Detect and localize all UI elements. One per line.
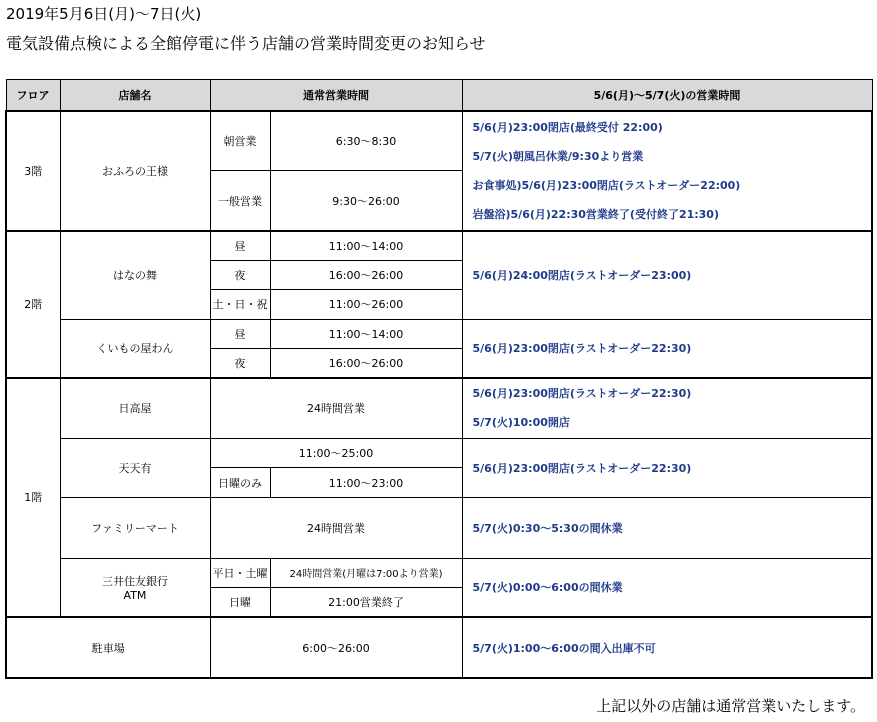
familymart-changed-hours: 5/7(火)0:30〜5:30の間休業: [462, 497, 872, 558]
smbc-name-line2: ATM: [123, 588, 147, 602]
ofuro-change-2: 5/7(火)朝風呂休業/9:30より営業: [472, 149, 644, 163]
table-row: [6, 617, 872, 678]
footer-note: 上記以外の店舗は通常営業いたします。: [596, 697, 865, 715]
ofuro-change-4: 岩盤浴)5/6(月)22:30営業終了(受付終了21:30): [472, 207, 719, 221]
smbc-time-sunday: 21:00営業終了: [270, 588, 462, 617]
store-parking: 駐車場: [6, 617, 210, 678]
tentenyu-changed-hours: 5/6(月)23:00閉店(ラストオーダー22:30): [462, 438, 872, 497]
col-floor-header: フロア: [6, 80, 60, 112]
smbc-name-line1: 三井住友銀行: [102, 574, 168, 588]
col-normal-hours-header: 通常営業時間: [210, 80, 462, 112]
tentenyu-time-main: 11:00〜25:00: [210, 438, 462, 467]
schedule-table: [5, 79, 873, 679]
table-row: [6, 438, 872, 467]
kuimonoyawan-time-lunch: 11:00〜14:00: [270, 319, 462, 348]
store-tentenyu: 天天有: [60, 438, 210, 497]
floor-1f: 1階: [6, 378, 60, 617]
familymart-time: 24時間営業: [210, 497, 462, 558]
ofuro-change-1: 5/6(月)23:00閉店(最終受付 22:00): [472, 120, 663, 134]
hananomai-time-night: 16:00〜26:00: [270, 260, 462, 289]
smbc-label-weekday: 平日・土曜: [210, 558, 270, 587]
kuimonoyawan-time-night: 16:00〜26:00: [270, 349, 462, 378]
smbc-time-weekday: 24時間営業(月曜は7:00より営業): [270, 558, 462, 587]
parking-changed-hours: 5/7(火)1:00〜6:00の間入出庫不可: [462, 617, 872, 678]
kuimonoyawan-label-lunch: 昼: [210, 319, 270, 348]
ofuro-changed-hours: [462, 111, 872, 231]
store-smbc-atm: [60, 558, 210, 617]
hananomai-changed-hours: 5/6(月)24:00閉店(ラストオーダー23:00): [462, 231, 872, 319]
store-hananomai: はなの舞: [60, 231, 210, 319]
hananomai-time-lunch: 11:00〜14:00: [270, 231, 462, 260]
col-store-header: 店舗名: [60, 80, 210, 112]
ofuro-change-3: お食事処)5/6(月)23:00閉店(ラストオーダー22:00): [472, 178, 741, 192]
store-ofuro: おふろの王様: [60, 111, 210, 231]
table-row: [6, 319, 872, 348]
smbc-changed-hours: 5/7(火)0:00〜6:00の間休業: [462, 558, 872, 617]
floor-2f: 2階: [6, 231, 60, 378]
hananomai-time-holiday: 11:00〜26:00: [270, 290, 462, 319]
tentenyu-time-sunday: 11:00〜23:00: [270, 468, 462, 497]
store-familymart: ファミリーマート: [60, 497, 210, 558]
hidakaya-change-2: 5/7(火)10:00開店: [472, 416, 570, 430]
table-row: [6, 497, 872, 558]
notice-date: 2019年5月6日(月)〜7日(火): [6, 5, 202, 23]
smbc-label-sunday: 日曜: [210, 588, 270, 617]
notice-title: 電気設備点検による全館停電に伴う店舗の営業時間変更のお知らせ: [6, 34, 486, 53]
ofuro-label-morning: 朝営業: [210, 111, 270, 171]
table-header-row: [6, 80, 872, 112]
ofuro-time-general: 9:30〜26:00: [270, 171, 462, 231]
ofuro-label-general: 一般営業: [210, 171, 270, 231]
hidakaya-change-1: 5/6(月)23:00閉店(ラストオーダー22:30): [472, 387, 692, 401]
hananomai-label-holiday: 土・日・祝: [210, 290, 270, 319]
store-hidakaya: 日高屋: [60, 378, 210, 438]
kuimonoyawan-label-night: 夜: [210, 349, 270, 378]
table-row: [6, 231, 872, 260]
tentenyu-label-sunday: 日曜のみ: [210, 468, 270, 497]
col-changed-hours-header: 5/6(月)〜5/7(火)の営業時間: [462, 80, 872, 112]
hananomai-label-night: 夜: [210, 260, 270, 289]
hananomai-label-lunch: 昼: [210, 231, 270, 260]
hidakaya-time: 24時間営業: [210, 378, 462, 438]
table-row: [6, 378, 872, 438]
parking-time: 6:00〜26:00: [210, 617, 462, 678]
floor-3f: 3階: [6, 111, 60, 231]
table-row: [6, 111, 872, 171]
store-kuimonoyawan: くいもの屋わん: [60, 319, 210, 378]
ofuro-time-morning: 6:30〜8:30: [270, 111, 462, 171]
hidakaya-changed-hours: [462, 378, 872, 438]
table-row: [6, 558, 872, 587]
kuimonoyawan-changed-hours: 5/6(月)23:00閉店(ラストオーダー22:30): [462, 319, 872, 378]
